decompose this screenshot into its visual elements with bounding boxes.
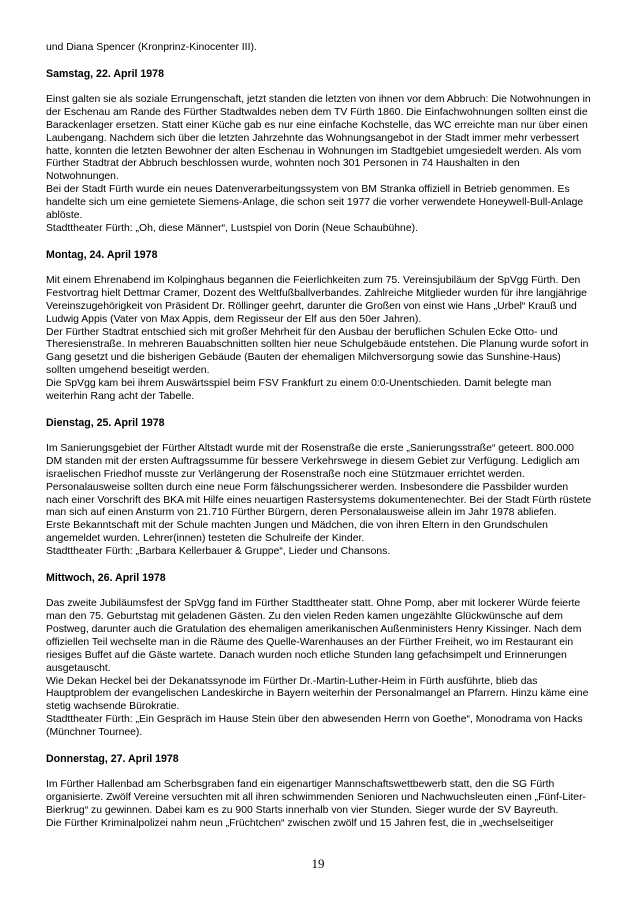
paragraph: Erste Bekanntschaft mit der Schule machten Jungen und Mädchen, die von ihren Eltern in den Grundschulen angemeldet wurden. Lehrer(innen) testeten die Schulreife der Kinder. bbox=[46, 520, 548, 545]
paragraph: Das zweite Jubiläumsfest der SpVgg fand im Fürther Stadttheater statt. Ohne Pomp, aber mit lockerer Würde feierte man den 75. Geburtstag mit geladenen Gästen. Zu den vielen Reden kamen ungezählte Glückwünsche auf dem Postweg, darunter auch die Gratulation des ehemaligen amerikanischen Außenministers Henry Kissinger. Nach dem offiziellen Teil wechselte man in die Räume des Quelle-Warenhauses an der Fürther Freiheit, wo im Restaurant ein riesiges Buffet auf die Gäste wartete. Danach wurden noch etliche Stunden lang gefachsimpelt und Erinnerungen ausgetauscht. bbox=[46, 598, 582, 674]
paragraph: Bei der Stadt Fürth wurde ein neues Datenverarbeitungssystem von BM Stranka offiziell in Betrieb genommen. Es handelte sich um eine gemietete Siemens-Anlage, die schon seit 1977 die vorher verwendete Honeywell-Bull-Anlage ablöste. bbox=[46, 184, 584, 222]
entry-monday bbox=[46, 249, 592, 404]
paragraph: Der Fürther Stadtrat entschied sich mit großer Mehrheit für den Ausbau der beruflichen Schulen Ecke Otto- und Theresienstraße. In mehreren Bauabschnitten sollten hier neue Schulgebäude entstehen. Die Planung wurde sofort in Gang gesetzt und die bisherigen Gebäude (Bauten der ehemaligen Milchversorgung sowie das Sunshine-Haus) sollten umgehend beseitigt werden. bbox=[46, 326, 589, 377]
date-heading: Mittwoch, 26. April 1978 bbox=[46, 572, 166, 585]
paragraph: Wie Dekan Heckel bei der Dekanatssynode im Fürther Dr.-Martin-Luther-Heim in Fürth ausführte, blieb das Hauptproblem der evangelischen Landeskirche in Bayern weiterhin der Personalmangel an Pfarrern. Hinzu käme eine stetig wachsende Bürokratie. bbox=[46, 675, 589, 713]
paragraph: Im Fürther Hallenbad am Scherbsgraben fand ein eigenartiger Mannschaftswettbewerb statt, den die SG Fürth organisierte. Zwölf Vereine versuchten mit all ihren schwimmenden Senioren und Nachwuchsleuten einen „Fünf-Liter-Bierkrug“ zu gewinnen. Dabei kam es zu 900 Starts innerhalb von vier Stunden. Sieger wurde der SV Bayreuth. bbox=[46, 779, 587, 816]
date-heading: Montag, 24. April 1978 bbox=[46, 248, 158, 261]
page-number: 19 bbox=[311, 856, 325, 871]
paragraph: Stadttheater Fürth: „Ein Gespräch im Hause Stein über den abwesenden Herrn von Goethe“, Monodrama von Hacks (Münchner Tournee). bbox=[46, 714, 583, 739]
paragraph: Die SpVgg kam bei ihrem Auswärtsspiel beim FSV Frankfurt zu einem 0:0-Unentschieden. Damit belegte man weiterhin Rang acht der Tabelle. bbox=[46, 378, 552, 403]
paragraph: Die Fürther Kriminalpolizei nahm neun „Früchtchen“ zwischen zwölf und 15 Jahren fest, die in „wechselseitiger bbox=[46, 817, 554, 829]
entry-wednesday bbox=[46, 572, 592, 740]
entry-tuesday bbox=[46, 417, 592, 559]
date-heading: Donnerstag, 27. April 1978 bbox=[46, 753, 179, 766]
paragraph: Stadttheater Fürth: „Barbara Kellerbauer & Gruppe“, Lieder und Chansons. bbox=[46, 546, 391, 558]
document-page bbox=[46, 42, 592, 831]
paragraph: Einst galten sie als soziale Errungenschaft, jetzt standen die letzten von ihnen vor dem Abbruch: Die Notwohnungen in der Eschenau am Rande des Fürther Stadtwaldes neben dem TV Fürth 1860. Die Einfachwohnungen sollten einst die Barackenlager ersetzen. Statt einer Küche gab es nur eine einfache Kochstelle, das WC erreichte man nur über einen Laubengang. Nachdem sich über die letzten Jahrzehnte das Wohnungsangebot in der Stadt immer mehr verbessert hatte, konnten die letzten Bewohner der alten Eschenau in Wohnungen im Stadtgebiet umgesiedelt werden. Als vom Fürther Stadtrat der Abbruch beschlossen wurde, wohnten noch 301 Personen in 74 Haushalten in den Notwohnungen. bbox=[46, 93, 591, 183]
date-heading: Dienstag, 25. April 1978 bbox=[46, 416, 165, 429]
entry-thursday bbox=[46, 753, 592, 831]
paragraph: Stadttheater Fürth: „Oh, diese Männer“, Lustspiel von Dorin (Neue Schaubühne). bbox=[46, 222, 418, 234]
paragraph: Mit einem Ehrenabend im Kolpinghaus begannen die Feierlichkeiten zum 75. Vereinsjubiläum der SpVgg Fürth. Den Festvortrag hielt Dettmar Cramer, Dozent des Weltfußballverbandes. Zahlreiche Mitglieder wurden für ihre langjährige Vereinszugehörigkeit von Präsident Dr. Röllinger geehrt, darunter die Großen von einst wie Hans „Urbel“ Krauß und Ludwig Appis (Vater von Max Appis, dem Regisseur der Elf aus den 50er Jahren). bbox=[46, 274, 587, 325]
paragraph: Im Sanierungsgebiet der Fürther Altstadt wurde mit der Rosenstraße die erste „Sanierungsstraße“ geteert. 800.000 DM standen mit der ersten Auftragssumme für bessere Verkehrswege in diesem Gebiet zur Verfügung. Lediglich am israelischen Friedhof musste zur Verlängerung der Rosenstraße noch eine Stützmauer errichtet werden. bbox=[46, 442, 580, 480]
entry-saturday bbox=[46, 68, 592, 236]
date-heading: Samstag, 22. April 1978 bbox=[46, 67, 164, 80]
paragraph: Personalausweise sollten durch eine neue Form fälschungssicherer werden. Insbesondere die Passbilder wurden nach einer Vorschrift des BKA mit Hilfe eines neuartigen Rastersystems dokumentenechter. Bei der Stadt Fürth rüstete man sich auf einen Ansturm von 21.710 Fürther Bürgern, deren Personalausweise allein im Jahr 1978 abliefen. bbox=[46, 481, 592, 519]
intro-line: und Diana Spencer (Kronprinz-Kinocenter III). bbox=[46, 42, 257, 53]
